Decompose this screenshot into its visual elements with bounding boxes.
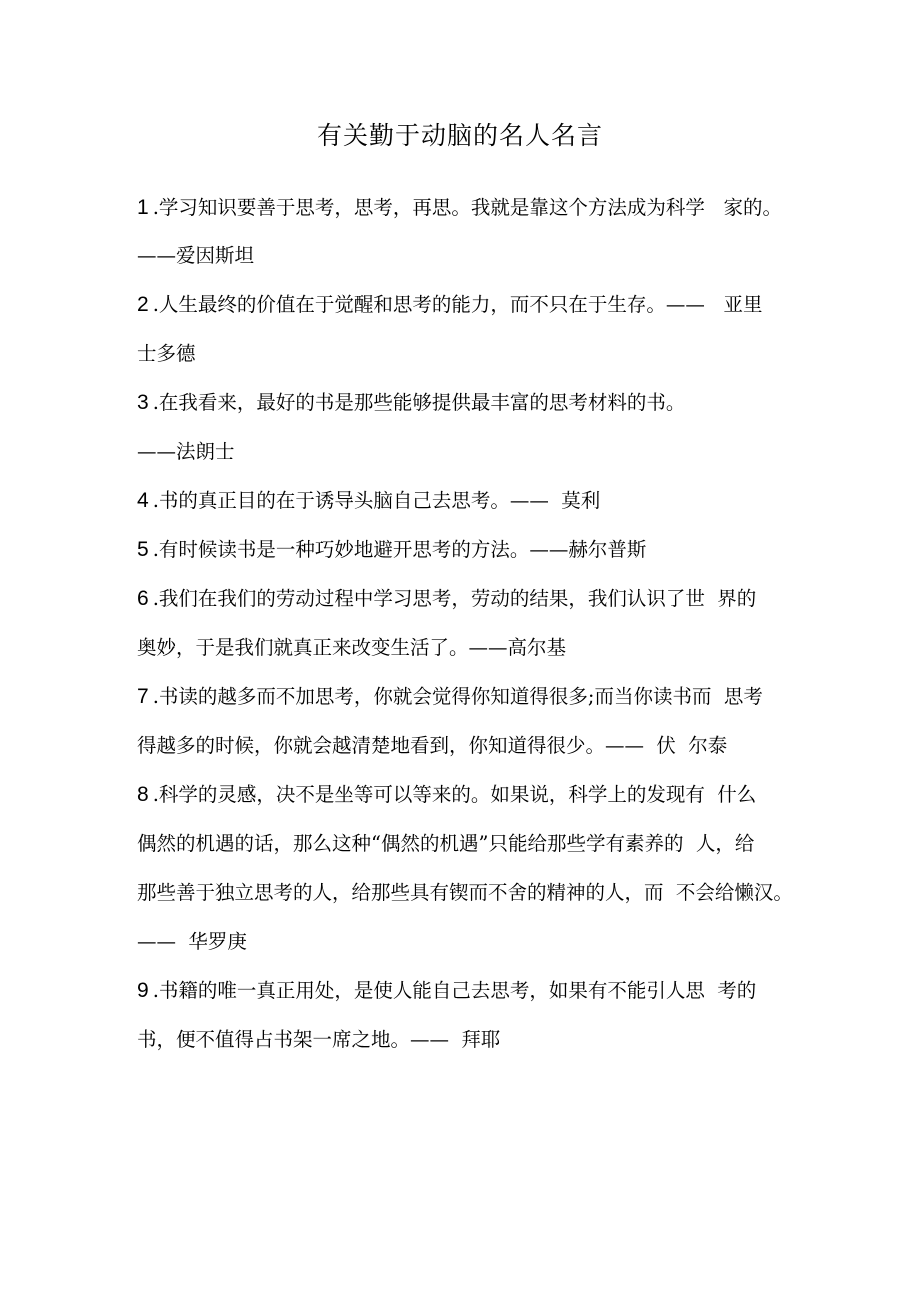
document-title: 有关勤于动脑的名人名言 [316,121,603,150]
quote-text: 书，便不值得占书架一席之地。—— 拜耶 [137,1028,501,1051]
quote-line [137,193,782,223]
quote-number: 5 [137,538,149,561]
quote-text: —— 华罗庚 [137,930,247,953]
quote-text: .学习知识要善于思考，思考，再思。我就是靠这个方法成为科学 家的。 [152,196,782,219]
quote-text: .科学的灵感，决不是坐等可以等来的。如果说，科学上的发现有 什么 [152,783,757,806]
quote-text: 得越多的时候，你就会越清楚地看到，你知道得很少。—— 伏 尔泰 [137,734,728,757]
quote-line [137,829,754,859]
quote-text: ——法朗士 [137,440,235,463]
quote-line [137,976,756,1006]
quote-text: 那些善于独立思考的人，给那些具有锲而不舍的精神的人，而 不会给懒汉。 [137,881,793,904]
quote-line [137,486,600,516]
quote-line [137,731,727,761]
quote-text: .在我看来，最好的书是那些能够提供最丰富的思考材料的书。 [152,391,686,414]
quote-number: 7 [137,685,149,708]
quote-line [137,535,646,565]
quote-line [137,878,793,908]
quote-line [137,290,762,320]
quote-line [137,388,685,418]
quote-line [137,339,196,369]
quote-line [137,1025,500,1055]
quote-text: .书籍的唯一真正用处，是使人能自己去思考，如果有不能引人思 考的 [152,979,757,1002]
quote-text: .有时候读书是一种巧妙地避开思考的方法。——赫尔普斯 [152,538,647,561]
quote-number: 1 [137,196,149,219]
quote-text: 士多德 [137,342,196,365]
quote-text: 偶然的机遇的话，那么这种“偶然的机遇”只能给那些学有素养的 人，给 [137,832,755,855]
quote-line [137,682,763,712]
quote-line [137,241,254,271]
quote-line [137,437,235,467]
quote-text: .书读的越多而不加思考，你就会觉得你知道得很多;而当你读书而 思考 [152,685,763,708]
quote-line [137,584,756,614]
quote-text: .书的真正目的在于诱导头脑自己去思考。—— 莫利 [152,489,601,512]
quote-text: ——爱因斯坦 [137,244,255,267]
quote-number: 6 [137,587,149,610]
quote-number: 2 [137,293,149,316]
quote-text: .人生最终的价值在于觉醒和思考的能力，而不只在于生存。—— 亚里 [152,293,763,316]
quote-text: 奥妙，于是我们就真正来改变生活了。——高尔基 [137,636,567,659]
quote-line [137,633,566,663]
quote-number: 4 [137,489,149,512]
quote-number: 3 [137,391,149,414]
quote-line [137,780,756,810]
quote-number: 8 [137,783,149,806]
quote-line [137,927,247,957]
quote-number: 9 [137,979,149,1002]
quote-text: .我们在我们的劳动过程中学习思考，劳动的结果，我们认识了世 界的 [152,587,757,610]
